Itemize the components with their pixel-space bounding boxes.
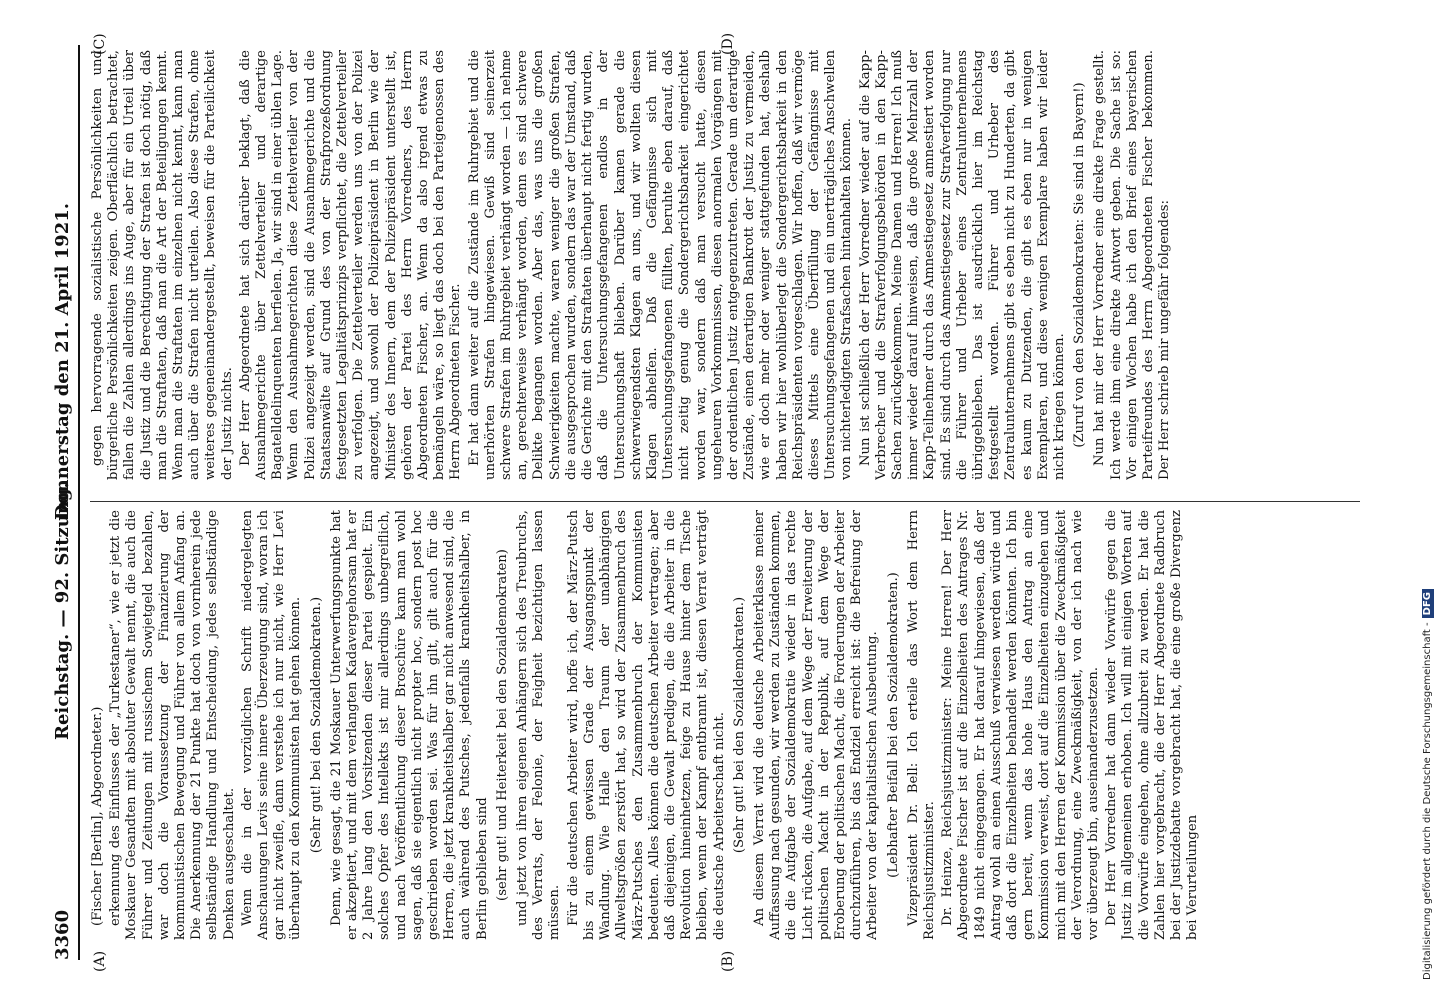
paragraph: Für die deutschen Arbeiter wird, hoffe ich, der März-Putsch bis zu einem gewissen Grade der Ausgangspunkt der Wandlung. Wie Halle den Traum der unabhängigen Allweltsgrößen zerstört hat, so wird der Zusammenbruch des März-Putsches den Zusammenbruch der Kommunisten bedeuten. Alles können die deutschen Arbeiter vertragen; aber daß diejenigen, die Gewalt predigen, die die Arbeiter in die Revolution hineinhetzen, feige zu Hause hinter dem Tische bleiben, wenn der Kampf entbrannt ist, diesen Verrat verträgt die deutsche Arbeiterschaft nicht. [565,510,727,940]
paragraph: Denn, wie gesagt, die 21 Moskauer Unterwerfungspunkte hat er akzeptiert, und mit dem verlangten Kadavergehorsam hat er 2 Jahre lang den Vorsitzenden dieser Partei gespielt. Ein solches Opfer des Intellekts ist mir allerdings unbegreiflich, und nach Veröffentlichung dieser Broschüre kann man wohl sagen, daß sie eigentlich nicht propter hoc, sondern post hoc geschrieben worden sei. Was für ihn gilt, gilt auch für die Herren, die jetzt krankheitshalber gar nicht anwesend sind, die auch während des Putsches, jedenfalls krankheitshalber, in Berlin geblieben sind [328,510,490,940]
interjection: (Sehr gut! bei den Sozialdemokraten.) [308,596,324,854]
paragraph: Er hat dann weiter auf die Zustände im Ruhrgebiet und die unerhörten Strafen hingewiesen. Gewiß sind seinerzeit schwere Strafen im Ruhrgebiet verhängt worden — ich nehme an, gerechterweise verhängt worden, denn es sind schwere Delikte begangen worden. Aber das, was uns die großen Schwierigkeiten machte, waren weniger die großen Strafen, die ausgesprochen wurden, sondern das war der Umstand, daß die Gerichte mit den Straftaten überhaupt nicht fertig wurden, daß die Untersuchungsgefangenen endlos in der Untersuchungshaft blieben. Darüber kamen gerade die schwerwiegendsten Klagen an uns, und wir wollten diesen Klagen abhelfen. Daß die Gefängnisse sich mit Untersuchungsgefangenen füllten, beruhte eben darauf, daß nicht zeitig genug die Sondergerichtsbarkeit eingerichtet worden war, sondern daß man versucht hatte, diesen ungeheuren Vorkommnissen, diesen anormalen Vorgängen mit der ordentlichen Justiz entgegenzutreten. Gerade um derartige Zustände, einen derartigen Bankrott der Justiz zu vermeiden, wie er doch mehr oder weniger stattgefunden hat, deshalb haben wir hier wohlüberlegt die Sondergerichtsbarkeit in den Reichspräsidenten vorgeschlagen. Wir hoffen, daß wir vermöge dieses Mittels eine Überfüllung der Gefängnisse mit Untersuchungsgefangenen und ein unerträgliches Anschwellen von nichterledigten Strafsachen hintanhalten können. [466,50,855,480]
interjection: (Lebhafter Beifall bei den Sozialdemokraten.) [885,572,901,878]
paragraph: Nun hat mir der Herr Vorredner eine direkte Frage gestellt. Ich werde ihm eine direkte Antwort geben. Die Sache ist so: Vor einigen Wochen habe ich den Brief eines bayerischen Parteifreundes des Herrn Abgeordneten Fischer bekommen. Der Herr schrieb mir ungefähr folgendes: [1092,50,1173,480]
margin-mark-b: (B) [720,950,736,972]
paragraph: erkennung des Einflusses der „Turkestaner“, wie er jetzt die Moskauer Gesandten mit absoluter Gewalt nennt, die auch die Führer und Zeitungen mit russischem Sowjetgeld bezahlen, war doch die Voraussetzung der Finanzierung der kommunistischen Bewegung und Führer von allem Anfang an. Die Anerkennung der 21 Punkte hat doch von vornherein jede selbständige Handlung und Entscheidung, jedes selbständige Denken ausgeschaltet. [108,510,237,940]
paragraph: Dr. Heinze, Reichsjustizminister: Meine Herren! Der Herr Abgeordnete Fischer ist auf die Einzelheiten des Antrages Nr. 1849 nicht eingegangen. Er hat darauf hingewiesen, daß der Antrag wohl an einen Ausschuß verwiesen werden würde und daß dort die Einzelheiten behandelt werden könnten. Ich bin gern bereit, wenn das hohe Haus den Antrag an eine Kommission verweist, dort auf die Einzelheiten einzugehen und mich mit den Herren der Kommission über die Zweckmäßigkeit der Verordnung, eine Zweckmäßigkeit, von der ich nach wie vor überzeugt bin, auseinanderzusetzen. [940,510,1101,940]
interjection: (Sehr gut! bei den Sozialdemokraten.) [731,596,747,854]
paragraph: Der Herr Abgeordnete hat sich darüber beklagt, daß die Ausnahmegerichte über Zettelverteiler und derartige Bagatelldelinquenten herfielen. Ja, wir sind in einer üblen Lage. Wenn den Ausnahmegerichten diese Zettelverteiler von der Polizei angezeigt werden, sind die Ausnahmegerichte und die Staatsanwälte auf Grund des von der Strafprozeßordnung festgesetzten Legalitätsprinzips verpflichtet, die Zettelverteiler zu verfolgen. Die Zettelverteiler werden uns von der Polizei angezeigt, und sowohl der Polizeipräsident in Berlin wie der Minister des Innern, dem der Polizeipräsident unterstellt ist, gehören der Partei des Herrn Vorredners, des Herrn Abgeordneten Fischer, an. Wenn da also irgend etwas zu bemängeln wäre, so liegt das doch bei den Parteigenossen des Herrn Abgeordneten Fischer. [237,50,464,480]
session-date: Donnerstag den 21. April 1921. [52,202,73,520]
margin-mark-c: (C) [92,33,108,55]
digitization-credit [1392,20,1432,980]
digitization-credit-text: Digitalisierung gefördert durch die Deutsche Forschungsgemeinschaft - [1422,622,1433,980]
paragraph: An diesem Verrat wird die deutsche Arbeiterklasse meiner Auffassung nach gesunden, wir werden zu Zuständen kommen, die die Aufgabe der Sozialdemokratie wieder in das rechte Licht rücken, die Aufgabe, auf dem Wege der Erweiterung der politischen Macht in der Republik, auf dem Wege der Eroberung der politischen Macht, die Forderungen der Arbeiter durchzuführen, bis das Endziel erreicht ist: die Befreiung der Arbeiter von der kapitalistischen Ausbeutung. [751,510,881,940]
paragraph: (Fischer [Berlin], Abgeordneter.) [90,706,105,926]
interjection: (Zuruf von den Sozialdemokraten: Sie sind in Bayern!) [1072,82,1088,448]
interjection: (sehr gut! und Heiterkeit bei den Sozialdemokraten) [494,549,510,901]
page-header [48,45,80,960]
paragraph: gegen hervorragende sozialistische Persönlichkeiten und bürgerliche Persönlichkeiten zeigen. Oberflächlich betrachtet, fallen die Zahlen allerdings ins Auge, aber für ein Urteil über die Justiz und die Berechtigung der Strafen ist doch nötig, daß man die Straftaten, daß man die Art der Beteiligungen kennt. Wenn man die Straftaten im einzelnen nicht kennt, kann man auch über die Strafen nicht urteilen. Also diese Strafen, ohne weiteres gegeneinandergestellt, beweisen für die Parteilichkeit der Justiz nichts. [90,50,235,480]
paragraph: Wenn die in der vorzüglichen Schrift niedergelegten Anschauungen Levis seine innere Überzeugung sind, woran ich gar nicht zweifle, dann verstehe ich nur nicht, wie Herr Levi überhaupt zu den Kommunisten hat gehen können. [239,510,304,940]
paragraph: Der Herr Vorredner hat dann wieder Vorwürfe gegen die Justiz im allgemeinen erhoben. Ich will mit einigen Worten auf die Vorwürfe eingehen, ohne allzubreit zu werden. Er hat die Zahlen hier vorgebracht, die der Herr Abgeordnete Radbruch bei der Justizdebatte vorgebracht hat, die eine große Divergenz bei Verurteilungen [1104,510,1201,940]
paragraph: Vizepräsident Dr. Bell: Ich erteile das Wort dem Herrn Reichsjustizminister. [905,510,937,940]
dfg-logo: DFG [1422,589,1434,618]
right-text-column [90,50,1360,480]
margin-mark-d: (D) [720,32,736,55]
paragraph: und jetzt von ihren eigenen Anhängern sich des Treubruchs, des Verrats, der Felonie, der Feigheit bezichtigen lassen müssen. [515,510,563,940]
rotated-document-page [30,30,1380,980]
column-divider [90,501,1360,502]
page-number: 3360 [52,909,73,960]
left-text-column [90,510,1360,940]
margin-mark-a: (A) [92,950,108,972]
session-title: Reichstag. — 92. Sitzung. [52,482,73,740]
paragraph: Nun ist schließlich der Herr Vorredner wieder auf die Kapp-Verbrecher und die Strafverfolgungsbehörden in den Kapp-Sachen zurückgekommen. Meine Damen und Herren! Ich muß immer wieder darauf hinweisen, daß die große Mehrzahl der Kapp-Teilnehmer durch das Amnestiegesetz amnestiert worden sind. Es sind durch das Amnestiegesetz zur Strafverfolgung nur die Führer und Urheber eines Zentralunternehmens übriggeblieben. Das ist ausdrücklich hier im Reichstag festgestellt worden. Führer und Urheber des Zentralunternehmens gibt es eben nicht zu Hunderten, da gibt es kaum zu Dutzenden, die gibt es eben nur in wenigen Exemplaren, und diese wenigen Exemplare haben wir leider nicht kriegen können. [857,50,1067,480]
